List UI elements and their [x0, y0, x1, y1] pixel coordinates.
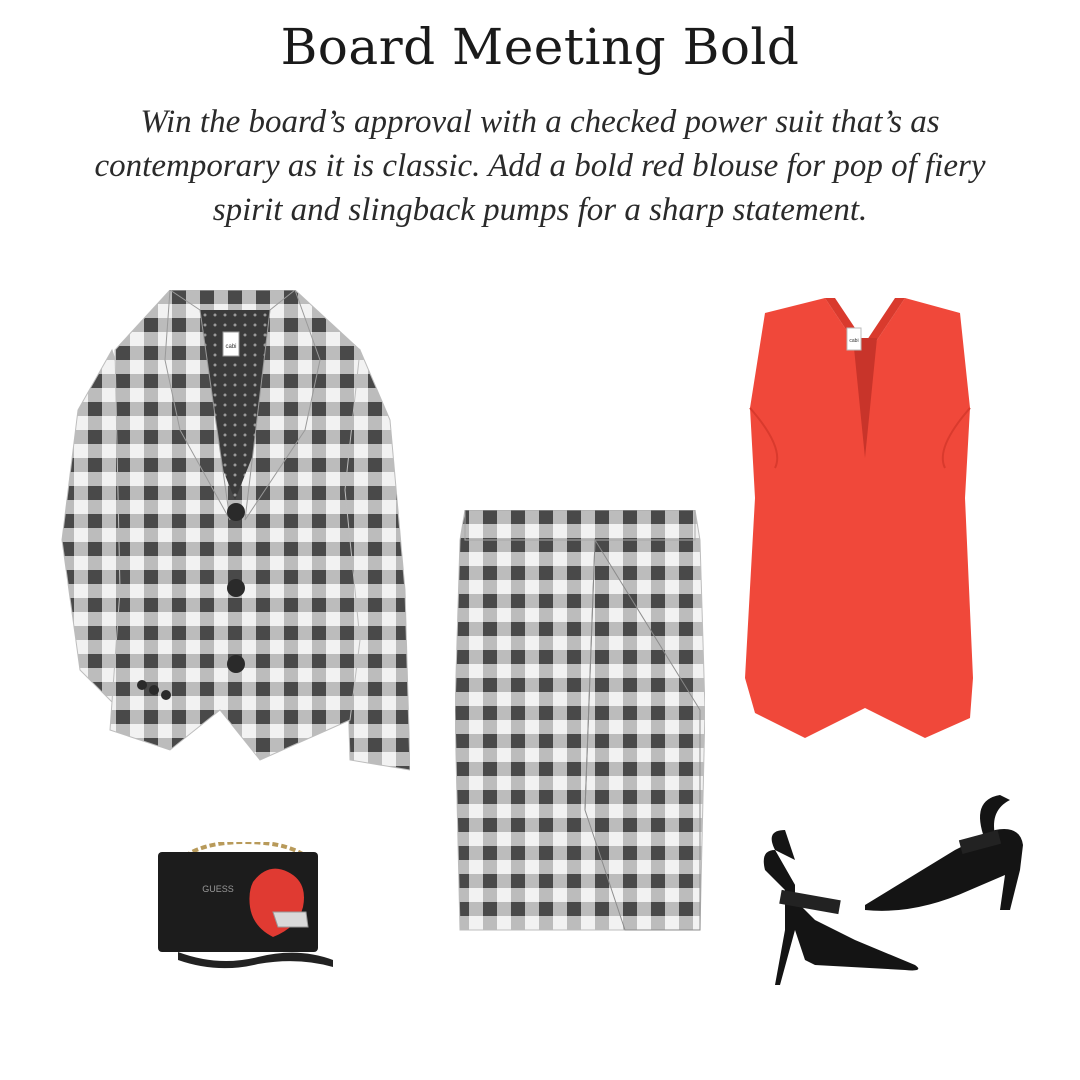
blouse-illustration — [745, 298, 985, 748]
shoes-illustration — [755, 790, 1035, 990]
svg-text:cabi: cabi — [849, 338, 859, 344]
svg-text:GUESS: GUESS — [202, 884, 234, 894]
checked-blazer-image — [60, 290, 410, 780]
outfit-description: Win the board’s approval with a checked power suit that’s as contemporary as it is classic. Add a bold red blouse for pop of fiery spirit and slingback pumps for a sharp statement. — [94, 104, 986, 228]
black-crossbody-bag-image — [158, 842, 333, 982]
bag-illustration — [158, 842, 333, 982]
blazer-illustration — [60, 290, 410, 780]
svg-text:cabi: cabi — [225, 344, 237, 350]
checked-pencil-skirt-image — [455, 510, 705, 935]
page-title: Board Meeting Bold — [280, 18, 800, 76]
red-sleeveless-blouse-image — [745, 298, 985, 748]
black-slingback-pumps-image — [755, 790, 1035, 990]
skirt-illustration — [455, 510, 705, 935]
